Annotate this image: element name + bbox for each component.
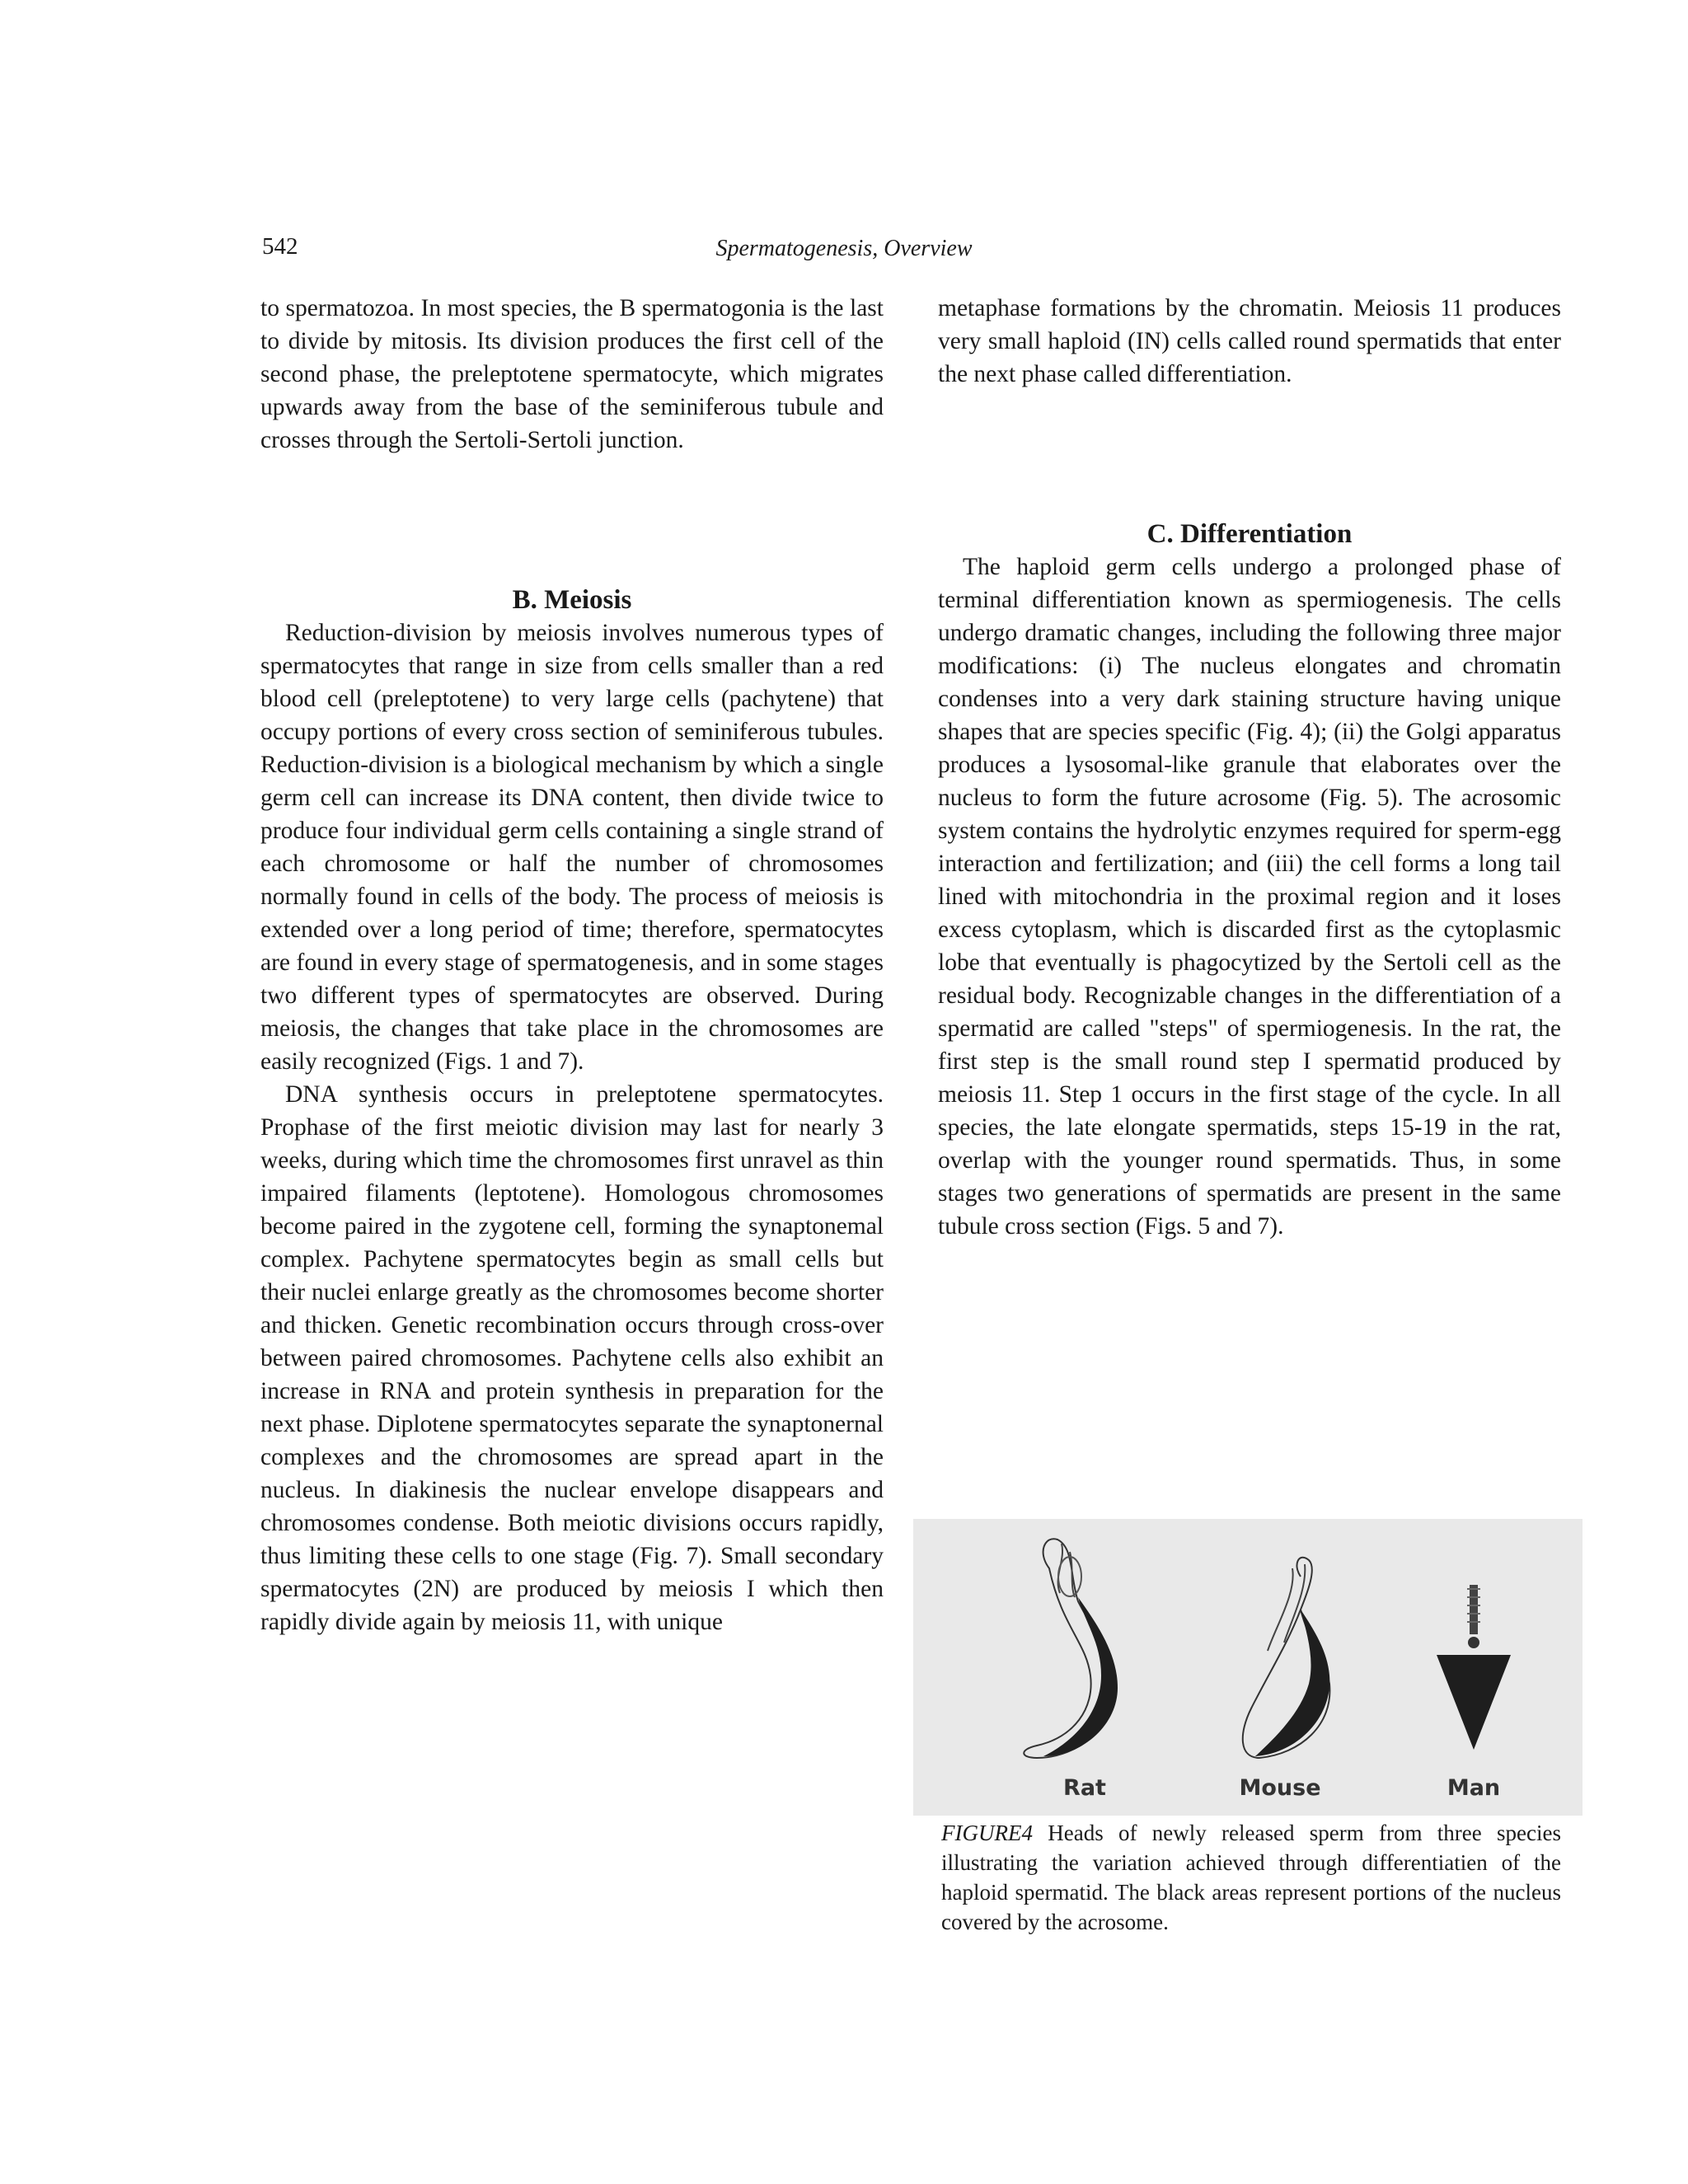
paragraph: DNA synthesis occurs in preleptotene spermatocytes. Prophase of the first meiotic division may last for nearly 3 weeks, during which time the chromosomes first unravel as thin impaired filaments (leptotene). Homologous chromosomes become paired in the zygotene cell, forming the synaptonemal complex. Pachytene spermatocytes begin as small cells but their nuclei enlarge greatly as the chromosomes become shorter and thicken. Genetic recombination occurs through cross-over between paired chromosomes. Pachytene cells also exhibit an increase in RNA and protein synthesis in preparation for the next phase. Diplotene spermatocytes separate the synaptonernal complexes and the chromosomes are spread apart in the nucleus. In diakinesis the nuclear envelope disappears and chromosomes condense. Both meiotic divisions occurs rapidly, thus limiting these cells to one stage (Fig. 7). Small secondary spermatocytes (2N) are produced by meiosis I which then rapidly divide again by meiosis 11, with unique xyxy=(260,1081,884,1635)
paragraph: metaphase formations by the chromatin. Meiosis 11 produces very small haploid (IN) cells called round spermatids that enter the next phase called differentiation. xyxy=(938,295,1561,387)
differentiation-section xyxy=(938,518,1561,1243)
rat-sperm-head xyxy=(1024,1539,1118,1758)
figure-label-mouse: Mouse xyxy=(1239,1775,1321,1801)
paragraph: to spermatozoa. In most species, the B spermatogonia is the last to divide by mitosis. Its division produces the first cell of the second phase, the preleptotene spermatocyte, which migrates upwards away from the base of the seminiferous tubule and crosses through the Sertoli-Sertoli junction. xyxy=(260,295,884,453)
mouse-sperm-head xyxy=(1243,1558,1330,1758)
meiosis-section xyxy=(260,583,884,1638)
running-title: Spermatogenesis, Overview xyxy=(715,236,973,261)
right-column-intro xyxy=(938,292,1561,391)
figure-caption-id: FIGURE4 xyxy=(941,1821,1033,1845)
section-heading-differentiation: C. Differentiation xyxy=(1146,519,1353,549)
section-heading-meiosis: B. Meiosis xyxy=(512,585,632,615)
figure-sperm-heads xyxy=(913,1519,1582,1816)
left-column-intro xyxy=(260,292,884,457)
figure-label-rat: Rat xyxy=(1063,1775,1106,1801)
figure-caption xyxy=(941,1818,1561,1937)
paragraph: Reduction-division by meiosis involves numerous types of spermatocytes that range in size from cells smaller than a red blood cell (preleptotene) to very large cells (pachytene) that occupy portions of every cross section of seminiferous tubules. Reduction-division is a biological mechanism by which a single germ cell can increase its DNA content, then divide twice to produce four individual germ cells containing a single strand of each chromosome or half the number of chromosomes normally found in cells of the body. The process of meiosis is extended over a long period of time; therefore, spermatocytes are found in every stage of spermatogenesis, and in some stages two different types of spermatocytes are observed. During meiosis, the changes that take place in the chromosomes are easily recognized (Figs. 1 and 7). xyxy=(260,620,884,1075)
man-sperm-head xyxy=(1437,1585,1511,1750)
sperm-heads-illustration xyxy=(913,1519,1582,1816)
page-number: 542 xyxy=(262,233,298,260)
figure-label-man: Man xyxy=(1447,1775,1501,1801)
paragraph: The haploid germ cells undergo a prolonged phase of terminal differentiation known as spermiogenesis. The cells undergo dramatic changes, including the following three major modifications: (i) The nucleus elongates and chromatin condenses into a very dark staining structure having unique shapes that are species specific (Fig. 4); (ii) the Golgi apparatus produces a lysosomal-like granule that elaborates over the nucleus to form the future acrosome (Fig. 5). The acrosomic system contains the hydrolytic enzymes required for sperm-egg interaction and fertilization; and (iii) the cell forms a long tail lined with mitochondria in the proximal region and it loses excess cytoplasm, which is discarded first as the cytoplasmic lobe that eventually is phagocytized by the Sertoli cell as the residual body. Recognizable changes in the differentiation of a spermatid are called "steps" of spermiogenesis. In the rat, the first step is the small round step I spermatid produced by meiosis 11. Step 1 occurs in the first stage of the cycle. In all species, the late elongate spermatids, steps 15-19 in the rat, overlap with the younger round spermatids. Thus, in some stages two generations of spermatids are present in the same tubule cross section (Figs. 5 and 7). xyxy=(938,554,1561,1240)
figure-caption-text: Heads of newly released sperm from three species illustrating the variation achieved through differentiatien of the haploid spermatid. The black areas represent portions of the nucleus covered by the acrosome. xyxy=(941,1821,1561,1934)
